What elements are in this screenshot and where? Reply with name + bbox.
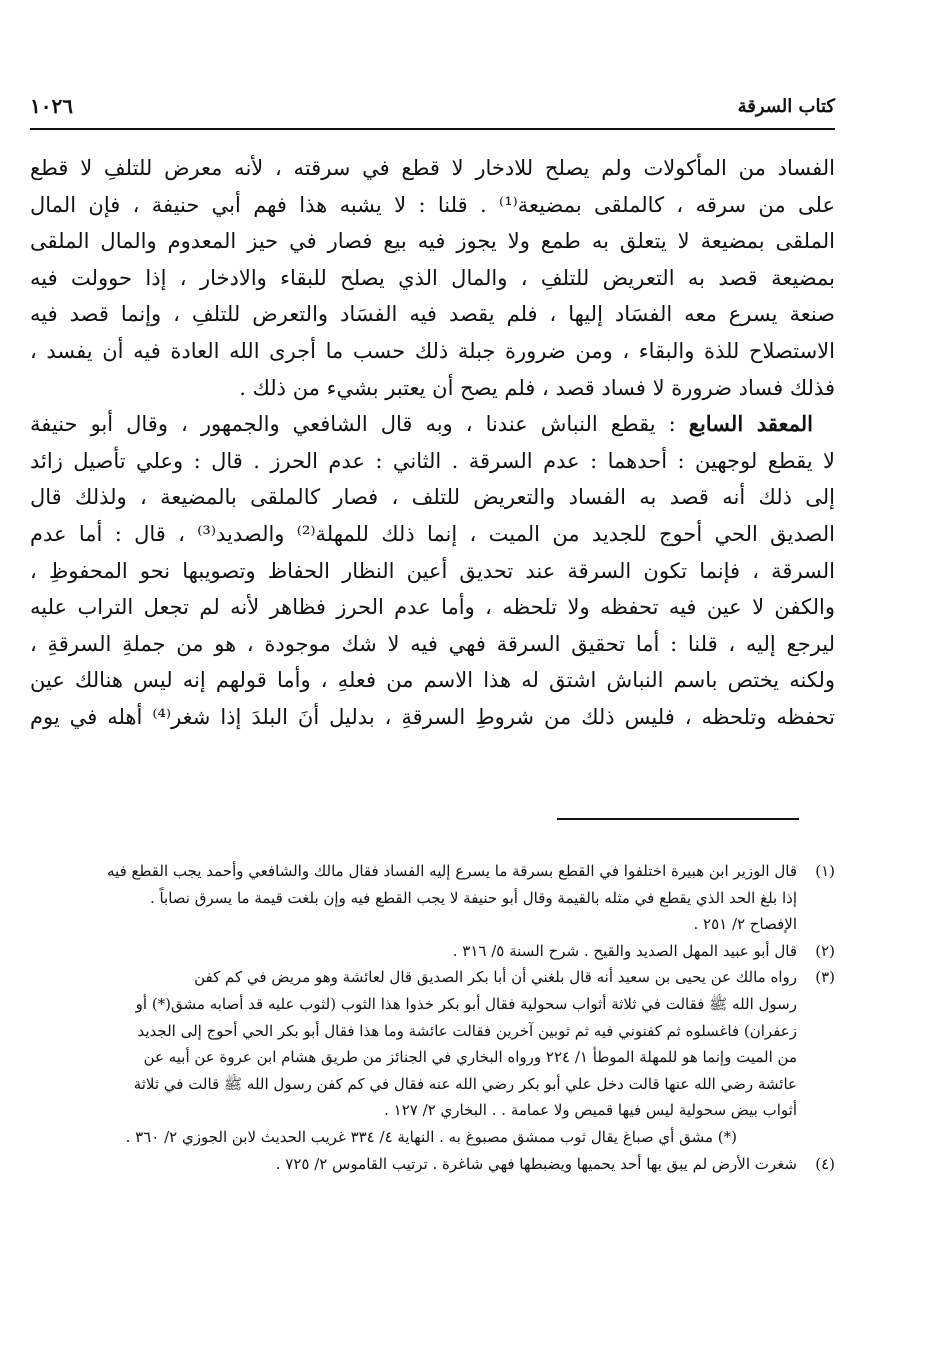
footnote-line: قال الوزير ابن هبيرة اختلفوا في القطع بسرقة ما يسرع إليه الفساد فقال مالك والشافعي وأحمد يجب القطع فيه (107, 862, 797, 880)
footnote-line: زعفران) فاغسلوه ثم كفنوني فيه ثم ثوبين آخرين فقالت عائشة وما هذا فقال أبو بكر الحي أحوج إلى الجديد (137, 1021, 797, 1040)
paragraph-2 (30, 406, 835, 735)
text-line: ولكنه يختص باسم النباش اشتق له هذا الاسم من فعلهِ ، وأما قولهم إنه ليس هنالك عين (30, 668, 835, 693)
footnote-line: رواه مالك عن يحيى بن سعيد أنه قال بلغني أن أبا بكر الصديق قال لعائشة وهو مريض في كم كفن (194, 968, 797, 987)
footnote-2 (40, 938, 835, 965)
footnote-number: (٣) (815, 968, 835, 987)
text-line: ليرجع إليه ، قلنا : أما تحقيق السرقة فهي فيه لا شك موجودة ، هو من جملةِ السرقةِ ، (30, 631, 835, 656)
text-line: الصديق الحي أحوج للجديد من الميت ، إنما ذلك للمهلة⁽²⁾ والصديد⁽³⁾ ، قال : أما عدم (30, 521, 835, 546)
footnote-number: (٤) (815, 1154, 835, 1173)
footnote-line: من الميت وإنما هو للمهلة الموطأ ١/ ٢٢٤ ورواه البخاري في الجنائز من طريق هشام ابن عروة عن أبيه عن (143, 1048, 797, 1067)
page-number: ١٠٢٦ (30, 94, 73, 118)
footnote-separator (557, 818, 799, 820)
text-line: الاستصلاح للذة والبقاء ، ومن ضرورة جبلة ذلك حسب ما أجرى الله العادة فيه أن يفسد ، (30, 338, 835, 363)
text-line: لا يقطع لوجهين : أحدهما : عدم السرقة . الثاني : عدم الحرز . قال : وعلي تأصيل زائد (30, 448, 835, 473)
footnote-1 (40, 858, 835, 938)
text-line: على من سرقه ، كالملقى بمضيعة⁽¹⁾ . قلنا : لا يشبه هذا فهم أبي حنيفة ، فإن المال (30, 192, 835, 217)
section-term: المعقد السابع (688, 411, 813, 437)
text-line (30, 406, 835, 443)
footnote-number: (٢) (815, 941, 835, 960)
footnote-line: قال أبو عبيد المهل الصديد والقيح . شرح السنة ٥/ ٣١٦ . (452, 941, 797, 960)
footnotes (40, 858, 835, 1177)
footnote-3 (40, 964, 835, 1150)
text-line: إلى ذلك أنه قصد به الفساد والتعريض للتلف ، فصار كالملقى بالمضيعة ، ولذلك قال (30, 485, 835, 510)
footnote-4 (40, 1151, 835, 1178)
footnote-line: رسول الله ﷺ فقالت في ثلاثة أثواب سحولية فقال أبو بكر خذوا هذا الثوب (لثوب عليه قد أصابه مشق(*) أو (135, 994, 797, 1013)
footnote-number: (١) (815, 862, 835, 880)
text-line: صنعة يسرع معه الفسَاد إليها ، فلم يقصد فيه الفسَاد والتعرض للتلفِ ، وإنما قصد فيه (30, 302, 835, 327)
footnote-subnote: (*) مشق أي صباغ يقال ثوب ممشق مصبوغ به . النهاية ٤/ ٣٣٤ غريب الحديث لابن الجوزي ٢/ ٣٦٠ . (125, 1127, 737, 1146)
text-line: بمضيعة قصد به التعريض للتلفِ ، والمال الذي يصلح للبقاء والادخار ، إذا حوولت فيه (30, 265, 835, 290)
text-line: تحفظه وتلحظه ، فليس ذلك من شروطِ السرقةِ ، بدليل أنَ البلدَ إذا شغر⁽⁴⁾ أهله في يوم (30, 704, 835, 729)
text-line: والكفن لا عين فيه تحفظه ولا تلحظه ، وأما عدم الحرز فظاهر لأنه لم تجعل التراب عليه (30, 595, 835, 620)
text-line: الملقى بمضيعة لا يتعلق به طمع ولا يجوز فيه بيع فصار في حيز المعدوم والمال الملقى (30, 229, 835, 254)
paragraph-1 (30, 150, 835, 406)
footnote-line: إذا بلغ الحد الذي يقطع في مثله بالقيمة وقال أبو حنيفة لا يجب القطع فيه وإن بلغت قيمة ما يسرق نصاباً . (149, 888, 797, 907)
text-line: السرقة ، فإنما تكون السرقة عند تحديق أعين النظار الحفاظ وتصويبها نحو المحفوظِ ، (30, 558, 835, 583)
text-line: فذلك فساد ضرورة لا فساد قصد ، فلم يصح أن يعتبر بشيء من ذلك . (239, 375, 835, 400)
running-header (30, 92, 835, 130)
footnote-line: أثواب بيض سحولية ليس فيها قميص ولا عمامة . . البخاري ٢/ ١٢٧ . (384, 1101, 797, 1120)
footnote-line: شغرت الأرض لم يبق بها أحد يحميها ويضبطها فهي شاغرة . ترتيب القاموس ٢/ ٧٢٥ . (275, 1154, 797, 1173)
book-title: كتاب السرقة (737, 96, 835, 117)
text-line-rest: : يقطع النباش عندنا ، وبه قال الشافعي والجمهور ، وقال أبو حنيفة (30, 412, 689, 437)
text-line: الفساد من المأكولات ولم يصلح للادخار لا قطع في سرقته ، لأنه معرض للتلفِ لا قطع (30, 156, 835, 180)
footnote-line: عائشة رضي الله عنها قالت دخل علي أبو بكر رضي الله عنه فقال في كم كفن رسول الله ﷺ قالت في ثلاثة (133, 1074, 797, 1093)
main-text (30, 150, 835, 736)
footnote-line: الإفصاح ٢/ ٢٥١ . (693, 915, 797, 934)
